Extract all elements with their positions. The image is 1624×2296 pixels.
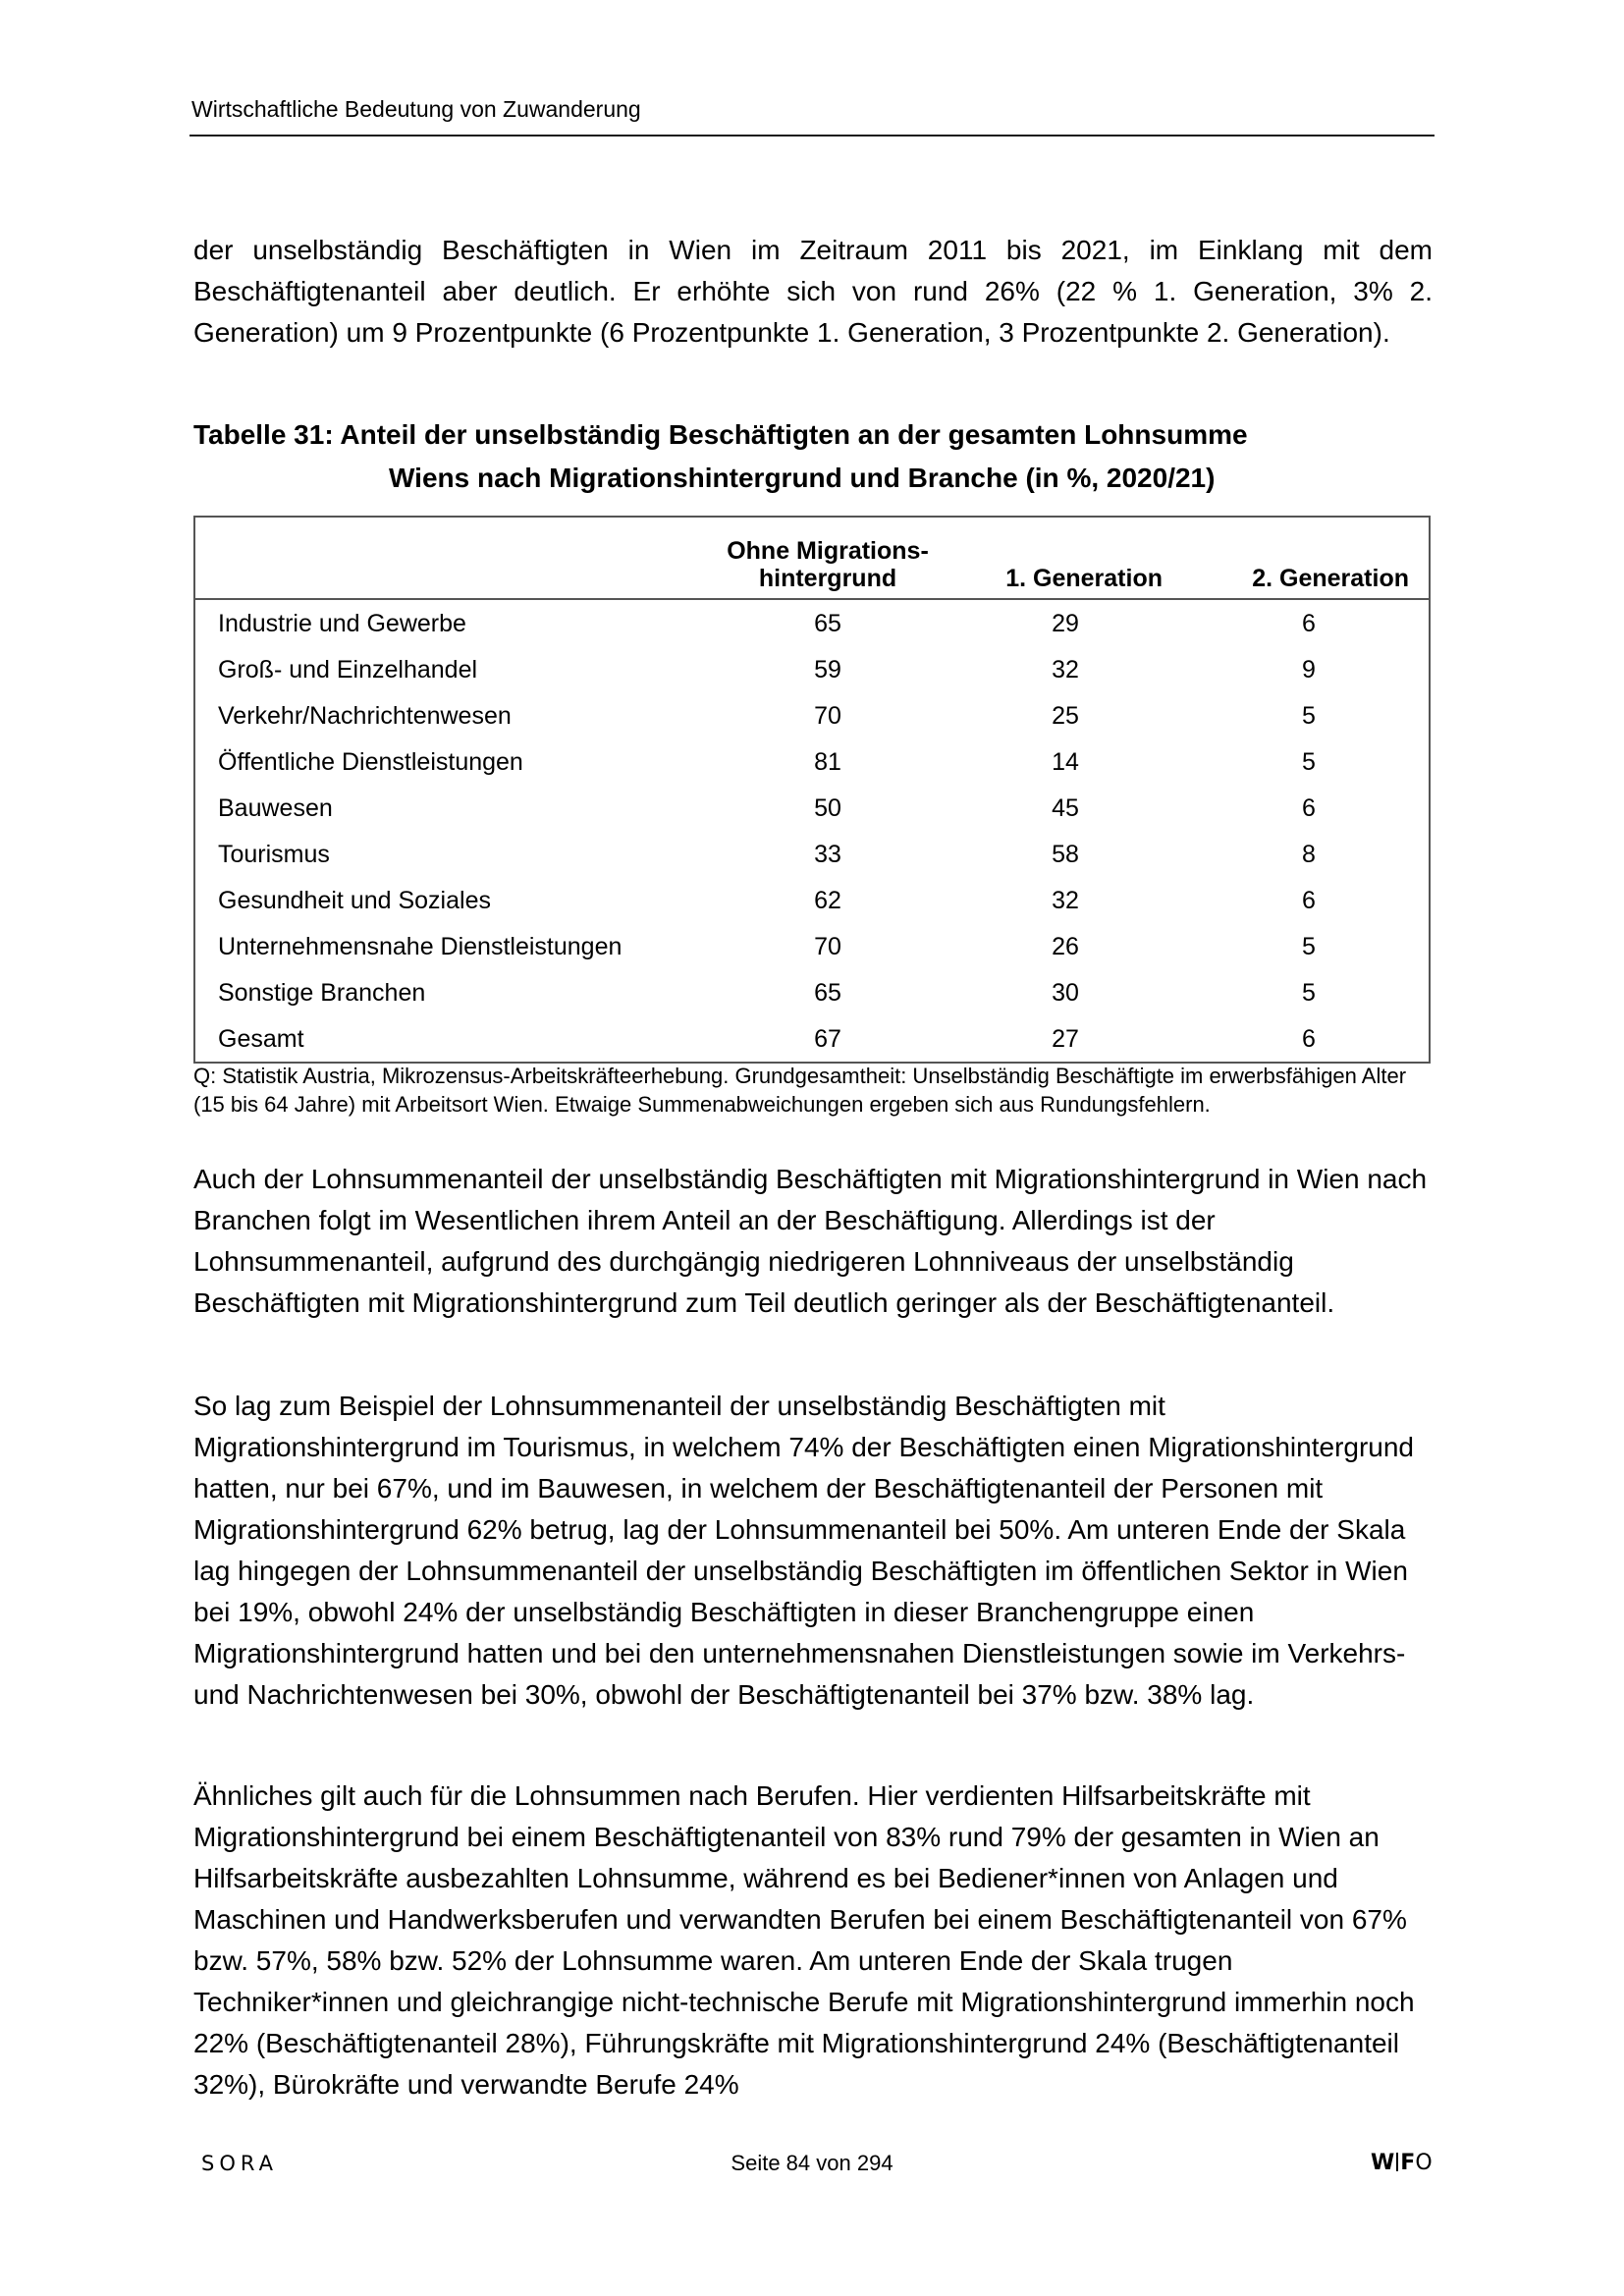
cell-1-generation: 30 [1052,978,1079,1007]
table-header-row [194,517,1430,599]
paragraph-4: Ähnliches gilt auch für die Lohnsummen nach Berufen. Hier verdienten Hilfsarbeitskräfte mit Migrationshintergrund bei einem Beschäftigtenanteil von 83% rund 79% der gesamten in Wien an Hilfsarbeitskräfte ausbezahlten Lohnsumme, während es bei Bediener*innen von Anlagen und Maschinen und Handwerksberufen und verwandten Berufen bei einem Beschäftigtenanteil von 67% bzw. 57%, 58% bzw. 52% der Lohnsumme waren. Am unteren Ende der Skala trugen Techniker*innen und gleichrangige nicht-technische Berufe mit Migrationshintergrund immerhin noch 22% (Beschäftigtenanteil 28%), Führungskräfte mit Migrationshintergrund 24% (Beschäftigtenanteil 32%), Bürokräfte und verwandte Berufe 24% [193,1780,1415,2100]
table-row [194,1015,1430,1063]
running-header: Wirtschaftliche Bedeutung von Zuwanderung [191,96,641,122]
cell-2-generation: 6 [1302,886,1316,914]
table-row [194,831,1430,877]
cell-1-generation: 26 [1052,932,1079,960]
column-header-line-2: hintergrund [758,565,897,592]
cell-1-generation: 27 [1052,1024,1079,1053]
cell-ohne-migrationshintergrund: 65 [814,978,841,1007]
cell-ohne-migrationshintergrund: 65 [814,609,841,637]
cell-ohne-migrationshintergrund: 70 [814,932,841,960]
sora-logo: SORA [201,2152,278,2175]
cell-1-generation: 25 [1052,701,1079,730]
cell-1-generation: 29 [1052,609,1079,637]
cell-2-generation: 9 [1302,655,1316,683]
row-label: Industrie und Gewerbe [218,609,466,637]
row-label: Gesamt [218,1024,304,1053]
row-label: Bauwesen [218,793,333,822]
cell-ohne-migrationshintergrund: 81 [814,747,841,776]
cell-ohne-migrationshintergrund: 62 [814,886,841,914]
paragraph-3: So lag zum Beispiel der Lohnsummenanteil der unselbständig Beschäftigten mit Migrationshintergrund im Tourismus, in welchem 74% der Beschäftigten einen Migrationshintergrund hatten, nur bei 67%, und im Bauwesen, in welchem der Beschäftigtenanteil der Personen mit Migrationshintergrund 62% betrug, lag der Lohnsummenanteil bei 50%. Am unteren Ende der Skala lag hingegen der Lohnsummenanteil der unselbständig Beschäftigten im öffentlichen Sektor in Wien bei 19%, obwohl 24% der unselbständig Beschäftigten in dieser Branchengruppe einen Migrationshintergrund hatten und bei den unternehmensnahen Dienstleistungen sowie im Verkehrs- und Nachrichtenwesen bei 30%, obwohl der Beschäftigtenanteil bei 37% bzw. 38% lag. [193,1391,1415,1710]
table-source-note: Q: Statistik Austria, Mikrozensus-Arbeitskräfteerhebung. Grundgesamtheit: Unselbständig Beschäftigte im erwerbsfähigen Alter (15 bis 64 Jahre) mit Arbeitsort Wien. Etwaige Summenabweichungen ergeben sich aus Rundungsfehlern. [193,1064,1407,1117]
cell-1-generation: 32 [1052,886,1079,914]
column-header-line-1: Ohne Migrations- [727,537,929,565]
wifo-logo [1371,2151,1433,2176]
row-label: Sonstige Branchen [218,978,426,1007]
table-row [194,877,1430,923]
wifo-logo-bar [1396,2153,1398,2171]
cell-2-generation: 6 [1302,609,1316,637]
wifo-logo-o: O [1415,2151,1433,2175]
table-title [193,413,1433,500]
cell-ohne-migrationshintergrund: 33 [814,840,841,868]
cell-2-generation: 6 [1302,1024,1316,1053]
table-row [194,599,1430,646]
row-label: Groß- und Einzelhandel [218,655,478,683]
paragraph-2: Auch der Lohnsummenanteil der unselbständig Beschäftigten mit Migrationshintergrund in Wien nach Branchen folgt im Wesentlichen ihrem Anteil an der Beschäftigung. Allerdings ist der Lohnsummenanteil, aufgrund des durchgängig niedrigeren Lohnniveaus der unselbständig Beschäftigten mit Migrationshintergrund zum Teil deutlich geringer als der Beschäftigtenanteil. [193,1164,1428,1318]
cell-2-generation: 6 [1302,793,1316,822]
cell-1-generation: 14 [1052,747,1079,776]
table-row [194,646,1430,692]
column-header-branch [194,517,714,599]
data-table [193,516,1431,1064]
cell-1-generation: 32 [1052,655,1079,683]
row-label: Unternehmensnahe Dienstleistungen [218,932,623,960]
row-label: Gesundheit und Soziales [218,886,491,914]
page-number: Seite 84 von 294 [731,2151,893,2175]
column-header-ohne-migrationshintergrund [714,517,942,599]
cell-ohne-migrationshintergrund: 67 [814,1024,841,1053]
table-row [194,923,1430,969]
cell-2-generation: 5 [1302,978,1316,1007]
cell-1-generation: 58 [1052,840,1079,868]
column-header-2-generation: 2. Generation [1189,517,1430,599]
row-label: Tourismus [218,840,330,868]
cell-ohne-migrationshintergrund: 59 [814,655,841,683]
wifo-logo-f: F [1400,2151,1416,2175]
cell-2-generation: 8 [1302,840,1316,868]
cell-2-generation: 5 [1302,747,1316,776]
table-title-line-1: Tabelle 31: Anteil der unselbständig Beschäftigten an der gesamten Lohnsumme [193,419,1248,450]
table-title-line-2: Wiens nach Migrationshintergrund und Branche (in %, 2020/21) [389,463,1216,493]
cell-2-generation: 5 [1302,701,1316,730]
column-header-1-generation: 1. Generation [942,517,1189,599]
cell-ohne-migrationshintergrund: 50 [814,793,841,822]
table-row [194,785,1430,831]
wifo-logo-w: W [1371,2151,1395,2175]
cell-2-generation: 5 [1302,932,1316,960]
row-label: Öffentliche Dienstleistungen [218,747,523,776]
row-label: Verkehr/Nachrichtenwesen [218,701,512,730]
paragraph-1: der unselbständig Beschäftigten in Wien im Zeitraum 2011 bis 2021, im Einklang mit dem Beschäftigtenanteil aber deutlich. Er erhöhte sich von rund 26% (22 % 1. Generation, 3% 2. Generation) um 9 Prozentpunkte (6 Prozentpunkte 1. Generation, 3 Prozentpunkte 2. Generation). [193,235,1433,348]
header-rule [189,135,1435,137]
cell-ohne-migrationshintergrund: 70 [814,701,841,730]
table-row [194,738,1430,785]
table-row [194,969,1430,1015]
table-row [194,692,1430,738]
cell-1-generation: 45 [1052,793,1079,822]
